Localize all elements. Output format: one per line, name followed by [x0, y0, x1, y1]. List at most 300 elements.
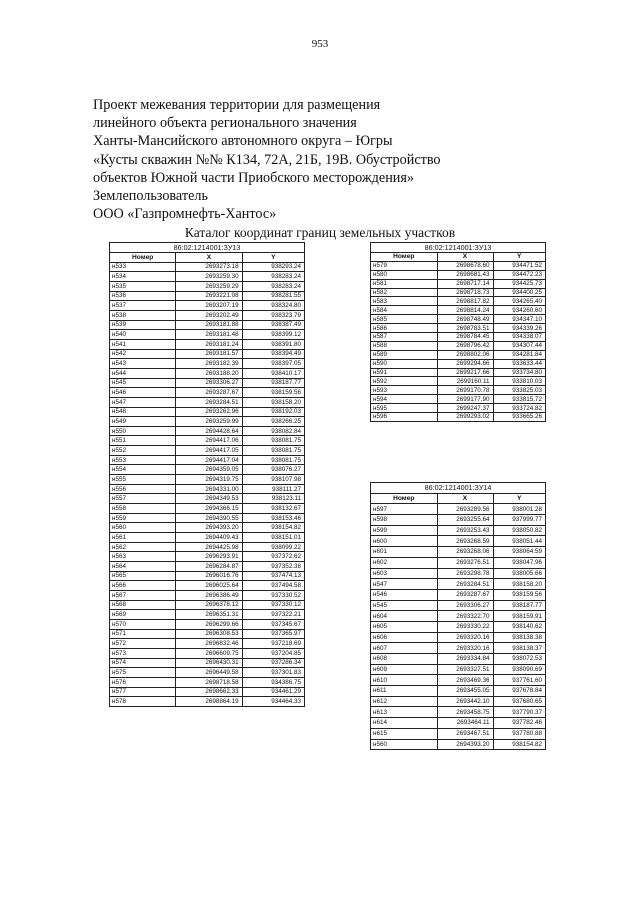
x-coordinate-cell: 2693259.99	[176, 417, 242, 427]
x-coordinate-cell: 2698678.60	[437, 261, 493, 270]
x-coordinate-cell: 2693469.36	[437, 675, 493, 686]
point-number-cell: н575	[110, 668, 176, 678]
y-coordinate-cell: 937365.97	[242, 629, 304, 639]
y-coordinate-cell: 938099.22	[242, 542, 304, 552]
point-number-cell: н598	[371, 515, 438, 526]
point-number-cell: н536	[110, 291, 176, 301]
table-row	[110, 359, 305, 369]
point-number-cell: н537	[110, 301, 176, 311]
y-coordinate-cell: 938111.27	[242, 484, 304, 494]
x-coordinate-cell: 2693322.70	[437, 611, 493, 622]
coordinate-table-zu13-right	[370, 242, 546, 422]
y-coordinate-cell: 938387.49	[242, 320, 304, 330]
table-row	[110, 658, 305, 668]
table-row	[110, 465, 305, 475]
x-coordinate-cell: 2694393.20	[176, 523, 242, 533]
y-coordinate-cell: 938072.53	[493, 654, 546, 665]
x-coordinate-cell: 2696430.31	[176, 658, 242, 668]
x-coordinate-cell: 2693268.06	[437, 547, 493, 558]
point-number-cell: н606	[371, 632, 438, 643]
x-coordinate-cell: 2698784.45	[437, 333, 493, 342]
table-row	[110, 484, 305, 494]
point-number-cell: н541	[110, 339, 176, 349]
point-number-cell: н551	[110, 436, 176, 446]
x-coordinate-cell: 2698662.33	[176, 687, 242, 697]
y-coordinate-cell: 938050.82	[493, 525, 546, 536]
y-coordinate-cell: 937680.65	[493, 696, 546, 707]
table-row	[371, 404, 546, 413]
point-number-cell: н580	[371, 270, 438, 279]
y-coordinate-cell: 933724.82	[493, 404, 546, 413]
y-coordinate-cell: 934472.23	[493, 270, 546, 279]
y-coordinate-cell: 937474.13	[242, 571, 304, 581]
y-coordinate-cell: 937322.21	[242, 610, 304, 620]
x-coordinate-cell: 2694428.64	[176, 426, 242, 436]
table-row	[371, 525, 546, 536]
table-title: 86:02:1214001:ЗУ14	[371, 483, 546, 494]
point-number-cell: н533	[110, 262, 176, 272]
x-coordinate-cell: 2693262.96	[176, 407, 242, 417]
x-coordinate-cell: 2699217.66	[437, 368, 493, 377]
y-coordinate-cell: 937780.88	[493, 728, 546, 739]
column-header-y: Y	[242, 253, 304, 263]
table-row	[110, 513, 305, 523]
y-coordinate-cell: 938394.49	[242, 349, 304, 359]
point-number-cell: н562	[110, 542, 176, 552]
y-coordinate-cell: 938154.82	[242, 523, 304, 533]
table-row	[110, 349, 305, 359]
point-number-cell: н596	[371, 413, 438, 422]
y-coordinate-cell: 938266.25	[242, 417, 304, 427]
point-number-cell: н547	[110, 397, 176, 407]
x-coordinate-cell: 2699247.37	[437, 404, 493, 413]
y-coordinate-cell: 938283.24	[242, 281, 304, 291]
y-coordinate-cell: 934386.75	[242, 677, 304, 687]
y-coordinate-cell: 938159.91	[493, 611, 546, 622]
x-coordinate-cell: 2693464.11	[437, 718, 493, 729]
page-number: 953	[311, 38, 329, 50]
y-coordinate-cell: 938399.12	[242, 330, 304, 340]
x-coordinate-cell: 2694393.20	[437, 739, 493, 750]
x-coordinate-cell: 2694417.06	[176, 436, 242, 446]
x-coordinate-cell: 2696449.58	[176, 668, 242, 678]
table-row	[371, 324, 546, 333]
table-row	[110, 320, 305, 330]
table-row	[110, 504, 305, 514]
point-number-cell: н604	[371, 611, 438, 622]
table-row	[110, 310, 305, 320]
point-number-cell: н582	[371, 288, 438, 297]
table-row	[371, 386, 546, 395]
x-coordinate-cell: 2698748.49	[437, 315, 493, 324]
y-coordinate-cell: 938187.77	[493, 600, 546, 611]
x-coordinate-cell: 2696378.12	[176, 600, 242, 610]
x-coordinate-cell: 2693259.29	[176, 281, 242, 291]
table-row	[371, 547, 546, 558]
y-coordinate-cell: 933815.72	[493, 395, 546, 404]
y-coordinate-cell: 938192.03	[242, 407, 304, 417]
x-coordinate-cell: 2693298.78	[437, 568, 493, 579]
point-number-cell: н586	[371, 324, 438, 333]
point-number-cell: н578	[110, 697, 176, 707]
table-row	[110, 291, 305, 301]
point-number-cell: н589	[371, 350, 438, 359]
y-coordinate-cell: 938081.75	[242, 436, 304, 446]
table-row	[110, 436, 305, 446]
table-row	[110, 446, 305, 456]
y-coordinate-cell: 934347.10	[493, 315, 546, 324]
table-row	[371, 707, 546, 718]
point-number-cell: н600	[371, 536, 438, 547]
x-coordinate-cell: 2693455.05	[437, 686, 493, 697]
y-coordinate-cell: 937330.12	[242, 600, 304, 610]
table-row	[371, 341, 546, 350]
y-coordinate-cell: 938159.56	[493, 589, 546, 600]
table-row	[110, 388, 305, 398]
table-row	[110, 494, 305, 504]
table-row	[110, 339, 305, 349]
point-number-cell: н609	[371, 664, 438, 675]
table-row	[110, 523, 305, 533]
point-number-cell: н605	[371, 621, 438, 632]
table-row	[110, 533, 305, 543]
y-coordinate-cell: 938076.27	[242, 465, 304, 475]
x-coordinate-cell: 2693207.19	[176, 301, 242, 311]
point-number-cell: н588	[371, 341, 438, 350]
coordinate-table-zu13-left	[109, 242, 305, 707]
point-number-cell: н542	[110, 349, 176, 359]
x-coordinate-cell: 2699177.90	[437, 395, 493, 404]
point-number-cell: н564	[110, 562, 176, 572]
x-coordinate-cell: 2693306.27	[437, 600, 493, 611]
x-coordinate-cell: 2694425.98	[176, 542, 242, 552]
x-coordinate-cell: 2693327.51	[437, 664, 493, 675]
table-row	[371, 600, 546, 611]
point-number-cell: н584	[371, 306, 438, 315]
x-coordinate-cell: 2693306.27	[176, 378, 242, 388]
point-number-cell: н571	[110, 629, 176, 639]
x-coordinate-cell: 2698718.58	[176, 677, 242, 687]
point-number-cell: н546	[371, 589, 438, 600]
table-row	[110, 417, 305, 427]
point-number-cell: н540	[110, 330, 176, 340]
y-coordinate-cell: 934425.73	[493, 279, 546, 288]
table-row	[371, 718, 546, 729]
point-number-cell: н592	[371, 377, 438, 386]
x-coordinate-cell: 2696832.46	[176, 639, 242, 649]
table-row	[371, 261, 546, 270]
y-coordinate-cell: 937345.67	[242, 619, 304, 629]
header-line: «Кусты скважин №№ К134, 72А, 21Б, 19В. Обустройство	[93, 151, 441, 168]
y-coordinate-cell: 938081.75	[242, 446, 304, 456]
y-coordinate-cell: 937790.37	[493, 707, 546, 718]
point-number-cell: н549	[110, 417, 176, 427]
point-number-cell: н612	[371, 696, 438, 707]
y-coordinate-cell: 937761.60	[493, 675, 546, 686]
x-coordinate-cell: 2693253.43	[437, 525, 493, 536]
table-row	[110, 407, 305, 417]
y-coordinate-cell: 938391.80	[242, 339, 304, 349]
point-number-cell: н548	[110, 407, 176, 417]
table-row	[110, 562, 305, 572]
table-row	[110, 397, 305, 407]
x-coordinate-cell: 2699160.11	[437, 377, 493, 386]
y-coordinate-cell: 938158.20	[242, 397, 304, 407]
coordinate-table-zu14	[370, 482, 546, 750]
y-coordinate-cell: 937678.84	[493, 686, 546, 697]
table-row	[110, 272, 305, 282]
table-header-row	[110, 253, 305, 263]
table-header-row	[371, 493, 546, 504]
point-number-cell: н570	[110, 619, 176, 629]
y-coordinate-cell: 937494.58	[242, 581, 304, 591]
x-coordinate-cell: 2693467.51	[437, 728, 493, 739]
x-coordinate-cell: 2694409.43	[176, 533, 242, 543]
table-row	[371, 306, 546, 315]
y-coordinate-cell: 938323.79	[242, 310, 304, 320]
x-coordinate-cell: 2693202.49	[176, 310, 242, 320]
table-row	[371, 557, 546, 568]
table-row	[110, 677, 305, 687]
point-number-cell: н561	[110, 533, 176, 543]
table-row	[371, 333, 546, 342]
header-line: линейного объекта регионального значения	[93, 115, 357, 132]
point-number-cell: н565	[110, 571, 176, 581]
point-number-cell: н607	[371, 643, 438, 654]
x-coordinate-cell: 2693221.08	[176, 291, 242, 301]
table-row	[110, 687, 305, 697]
table-row	[371, 515, 546, 526]
x-coordinate-cell: 2696609.75	[176, 648, 242, 658]
y-coordinate-cell: 938090.69	[493, 664, 546, 675]
table-row	[371, 589, 546, 600]
header-line: Проект межевания территории для размещения	[93, 97, 381, 113]
y-coordinate-cell: 938153.46	[242, 513, 304, 523]
x-coordinate-cell: 2698814.24	[437, 306, 493, 315]
x-coordinate-cell: 2693181.24	[176, 339, 242, 349]
point-number-cell: н583	[371, 297, 438, 306]
x-coordinate-cell: 2694319.75	[176, 475, 242, 485]
point-number-cell: н560	[110, 523, 176, 533]
point-number-cell: н615	[371, 728, 438, 739]
point-number-cell: н591	[371, 368, 438, 377]
x-coordinate-cell: 2693458.75	[437, 707, 493, 718]
y-coordinate-cell: 938140.62	[493, 621, 546, 632]
y-coordinate-cell: 937352.38	[242, 562, 304, 572]
point-number-cell: н594	[371, 395, 438, 404]
x-coordinate-cell: 2694349.53	[176, 494, 242, 504]
y-coordinate-cell: 934471.52	[493, 261, 546, 270]
y-coordinate-cell: 938005.66	[493, 568, 546, 579]
table-title-row	[371, 483, 546, 494]
x-coordinate-cell: 2699294.66	[437, 359, 493, 368]
table-row	[110, 552, 305, 562]
x-coordinate-cell: 2698717.14	[437, 279, 493, 288]
x-coordinate-cell: 2696351.31	[176, 610, 242, 620]
y-coordinate-cell: 938064.59	[493, 547, 546, 558]
point-number-cell: н556	[110, 484, 176, 494]
column-header-y: Y	[493, 253, 546, 262]
table-row	[371, 654, 546, 665]
y-coordinate-cell: 938397.05	[242, 359, 304, 369]
x-coordinate-cell: 2696386.49	[176, 590, 242, 600]
header-line: Ханты-Мансийского автономного округа – Югры	[93, 133, 393, 150]
point-number-cell: н579	[371, 261, 438, 270]
x-coordinate-cell: 2696025.64	[176, 581, 242, 591]
y-coordinate-cell: 934260.60	[493, 306, 546, 315]
x-coordinate-cell: 2698817.82	[437, 297, 493, 306]
point-number-cell: н574	[110, 658, 176, 668]
x-coordinate-cell: 2696299.66	[176, 619, 242, 629]
y-coordinate-cell: 938151.01	[242, 533, 304, 543]
table-row	[371, 413, 546, 422]
x-coordinate-cell: 2696293.91	[176, 552, 242, 562]
x-coordinate-cell: 2693287.67	[176, 388, 242, 398]
y-coordinate-cell: 933810.03	[493, 377, 546, 386]
table-row	[110, 648, 305, 658]
point-number-cell: н608	[371, 654, 438, 665]
catalog-title: Каталог координат границ земельных участков	[184, 225, 456, 240]
y-coordinate-cell: 938001.28	[493, 504, 546, 515]
y-coordinate-cell: 934464.33	[242, 697, 304, 707]
y-coordinate-cell: 937301.83	[242, 668, 304, 678]
table-row	[371, 621, 546, 632]
x-coordinate-cell: 2693273.18	[176, 262, 242, 272]
table-row	[110, 600, 305, 610]
point-number-cell: н552	[110, 446, 176, 456]
table-row	[371, 288, 546, 297]
table-row	[371, 350, 546, 359]
x-coordinate-cell: 2694359.05	[176, 465, 242, 475]
table-row	[371, 504, 546, 515]
y-coordinate-cell: 934281.84	[493, 350, 546, 359]
point-number-cell: н568	[110, 600, 176, 610]
x-coordinate-cell: 2693276.51	[437, 557, 493, 568]
table-row	[371, 632, 546, 643]
y-coordinate-cell: 934400.25	[493, 288, 546, 297]
point-number-cell: н590	[371, 359, 438, 368]
point-number-cell: н554	[110, 465, 176, 475]
x-coordinate-cell: 2693268.59	[437, 536, 493, 547]
table-row	[110, 639, 305, 649]
x-coordinate-cell: 2693188.20	[176, 368, 242, 378]
y-coordinate-cell: 933633.44	[493, 359, 546, 368]
table-row	[110, 542, 305, 552]
document-header	[93, 96, 553, 223]
x-coordinate-cell: 2693289.56	[437, 504, 493, 515]
table-row	[110, 281, 305, 291]
x-coordinate-cell: 2693284.51	[176, 397, 242, 407]
y-coordinate-cell: 938293.24	[242, 262, 304, 272]
table-row	[110, 301, 305, 311]
column-header-x: X	[437, 493, 493, 504]
point-number-cell: н593	[371, 386, 438, 395]
table-row	[371, 696, 546, 707]
x-coordinate-cell: 2693334.84	[437, 654, 493, 665]
x-coordinate-cell: 2693259.30	[176, 272, 242, 282]
x-coordinate-cell: 2696308.53	[176, 629, 242, 639]
table-row	[110, 571, 305, 581]
y-coordinate-cell: 934461.29	[242, 687, 304, 697]
x-coordinate-cell: 2694390.55	[176, 513, 242, 523]
y-coordinate-cell: 938410.17	[242, 368, 304, 378]
x-coordinate-cell: 2693181.88	[176, 320, 242, 330]
point-number-cell: н567	[110, 590, 176, 600]
y-coordinate-cell: 938138.37	[493, 643, 546, 654]
x-coordinate-cell: 2693442.10	[437, 696, 493, 707]
y-coordinate-cell: 938081.75	[242, 455, 304, 465]
y-coordinate-cell: 937204.85	[242, 648, 304, 658]
table-title-row	[110, 243, 305, 253]
point-number-cell: н546	[110, 388, 176, 398]
y-coordinate-cell: 938132.67	[242, 504, 304, 514]
x-coordinate-cell: 2694331.00	[176, 484, 242, 494]
point-number-cell: н566	[110, 581, 176, 591]
y-coordinate-cell: 937372.62	[242, 552, 304, 562]
table-row	[371, 686, 546, 697]
table-row	[110, 330, 305, 340]
x-coordinate-cell: 2698783.51	[437, 324, 493, 333]
x-coordinate-cell: 2693181.48	[176, 330, 242, 340]
x-coordinate-cell: 2698864.19	[176, 697, 242, 707]
point-number-cell: н553	[110, 455, 176, 465]
point-number-cell: н601	[371, 547, 438, 558]
y-coordinate-cell: 938047.96	[493, 557, 546, 568]
table-row	[110, 368, 305, 378]
column-header-x: X	[176, 253, 242, 263]
table-row	[371, 359, 546, 368]
x-coordinate-cell: 2694417.05	[176, 446, 242, 456]
column-header-number: Номер	[371, 253, 438, 262]
point-number-cell: н534	[110, 272, 176, 282]
point-number-cell: н559	[110, 513, 176, 523]
point-number-cell: н595	[371, 404, 438, 413]
x-coordinate-cell: 2694417.04	[176, 455, 242, 465]
y-coordinate-cell: 937218.69	[242, 639, 304, 649]
column-header-number: Номер	[371, 493, 438, 504]
table-row	[110, 697, 305, 707]
table-row	[371, 664, 546, 675]
header-line: объектов Южной части Приобского месторождения»	[93, 169, 415, 186]
table-row	[371, 643, 546, 654]
x-coordinate-cell: 2698802.06	[437, 350, 493, 359]
point-number-cell: н573	[110, 648, 176, 658]
point-number-cell: н602	[371, 557, 438, 568]
table-row	[371, 728, 546, 739]
table-row	[371, 377, 546, 386]
point-number-cell: н610	[371, 675, 438, 686]
x-coordinate-cell: 2693287.67	[437, 589, 493, 600]
column-header-x: X	[437, 253, 493, 262]
column-header-y: Y	[493, 493, 546, 504]
table-header-row	[371, 253, 546, 262]
header-line: Землепользователь	[93, 188, 208, 205]
header-line: ООО «Газпромнефть-Хантос»	[93, 206, 277, 223]
y-coordinate-cell: 934307.44	[493, 341, 546, 350]
table-title: 86:02:1214001:ЗУ13	[371, 243, 546, 253]
y-coordinate-cell: 938159.56	[242, 388, 304, 398]
y-coordinate-cell: 934338.07	[493, 333, 546, 342]
column-header-number: Номер	[110, 253, 176, 263]
point-number-cell: н613	[371, 707, 438, 718]
x-coordinate-cell: 2694366.15	[176, 504, 242, 514]
table-row	[110, 455, 305, 465]
y-coordinate-cell: 938107.98	[242, 475, 304, 485]
point-number-cell: н543	[110, 359, 176, 369]
y-coordinate-cell: 933825.03	[493, 386, 546, 395]
point-number-cell: н538	[110, 310, 176, 320]
point-number-cell: н547	[371, 579, 438, 590]
